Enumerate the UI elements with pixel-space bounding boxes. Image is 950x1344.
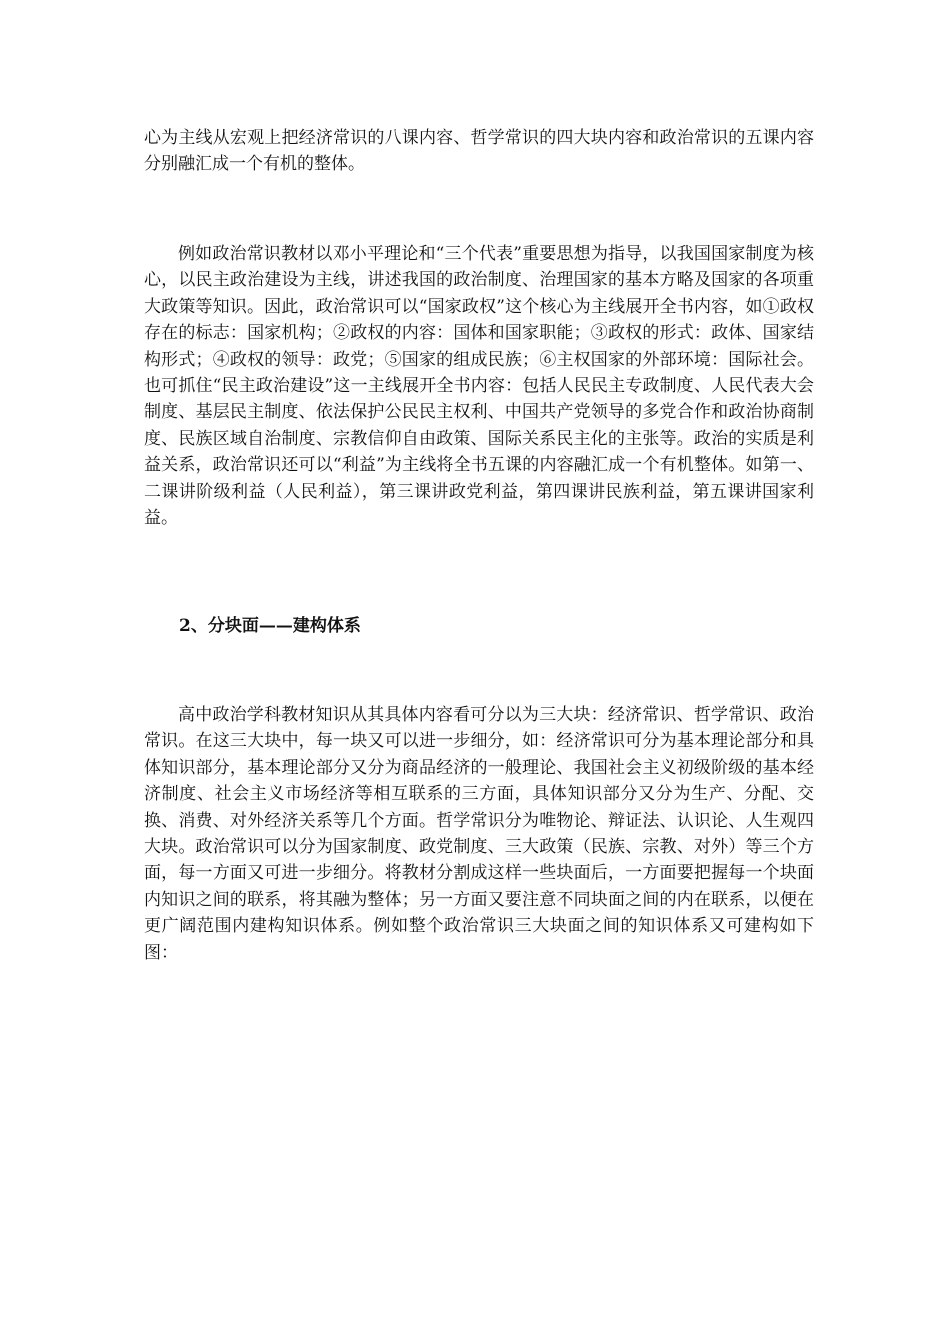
paragraph-three-blocks: 高中政治学科教材知识从其具体内容看可分以为三大块：经济常识、哲学常识、政治常识。在这三大块中，每一块又可以进一步细分，如：经济常识可分为基本理论部分和具体知识部分，基本理论部分又分为商品经济的一般理论、我国社会主义初级阶级的基本经济制度、社会主义市场经济等相互联系的三方面，具体知识部分又分为生产、分配、交换、消费、对外经济关系等几个方面。哲学常识分为唯物论、辩证法、认识论、人生观四大块。政治常识可以分为国家制度、政党制度、三大政策（民族、宗教、对外）等三个方面，每一方面又可进一步细分。将教材分割成这样一些块面后，一方面要把握每一个块面内知识之间的联系，将其融为整体；另一方面又要注意不同块面之间的内在联系，以便在更广阔范围内建构知识体系。例如整个政治常识三大块面之间的知识体系又可建构如下图： (144, 705, 814, 963)
section-heading: 2、分块面——建构体系 (179, 616, 361, 636)
paragraph-continuation: 心为主线从宏观上把经济常识的八课内容、哲学常识的四大块内容和政治常识的五课内容分别融汇成一个有机的整体。 (144, 128, 814, 175)
paragraph-politics-example: 例如政治常识教材以邓小平理论和“三个代表”重要思想为指导，以我国国家制度为核心，以民主政治建设为主线，讲述我国的政治制度、治理国家的基本方略及国家的各项重大政策等知识。因此，政治常识可以“国家政权”这个核心为主线展开全书内容，如①政权存在的标志：国家机构；②政权的内容：国体和国家职能；③政权的形式：政体、国家结构形式；④政权的领导：政党；⑤国家的组成民族；⑥主权国家的外部环境：国际社会。也可抓住“民主政治建设”这一主线展开全书内容：包括人民民主专政制度、人民代表大会制度、基层民主制度、依法保护公民民主权利、中国共产党领导的多党合作和政治协商制度、民族区域自治制度、宗教信仰自由政策、国际关系民主化的主张等。政治的实质是利益关系，政治常识还可以“利益”为主线将全书五课的内容融汇成一个有机整体。如第一、二课讲阶级利益（人民利益），第三课讲政党利益，第四课讲民族利益，第五课讲国家利益。 (144, 244, 814, 529)
